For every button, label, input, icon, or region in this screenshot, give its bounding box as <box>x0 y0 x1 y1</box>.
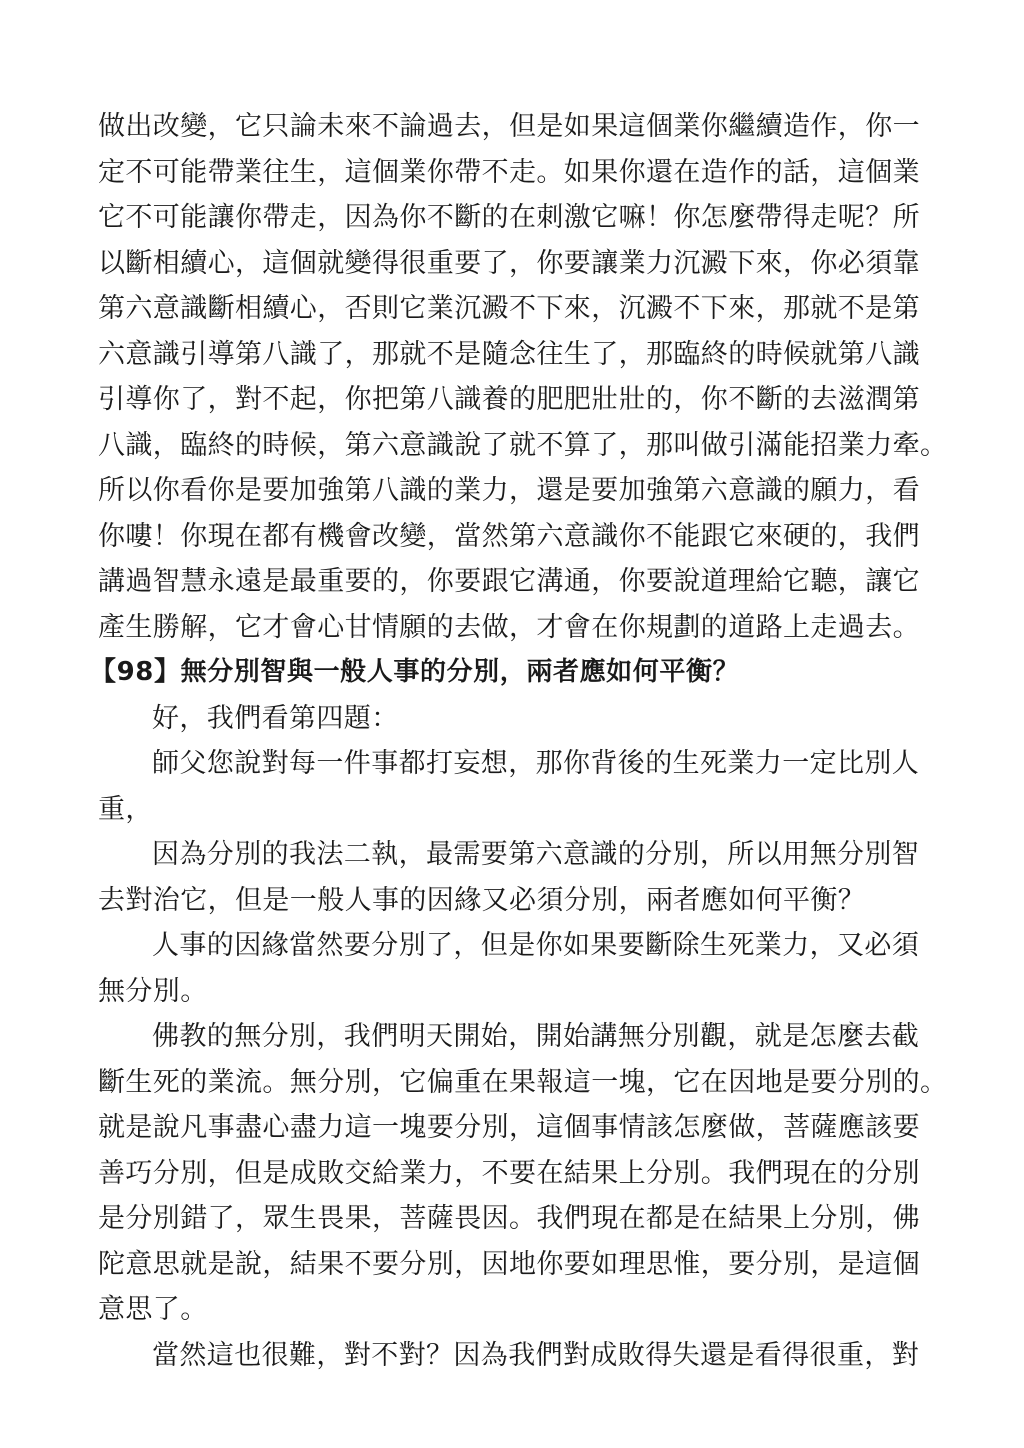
document-body <box>90 104 948 1378</box>
text-line: 無分別。 <box>98 975 208 1007</box>
text-line: 人事的因緣當然要分別了，但是你如果要斷除生死業力，又必須 <box>152 930 920 961</box>
text-line: 你嘍！你現在都有機會改變，當然第六意識你不能跟它來硬的，我們 <box>98 520 920 552</box>
text-line: 去對治它，但是一般人事的因緣又必須分別，兩者應如何平衡？ <box>98 884 866 916</box>
text-line: 所以你看你是要加強第八識的業力，還是要加強第六意識的願力，看 <box>98 475 920 506</box>
text-line: 產生勝解，它才會心甘情願的去做，才會在你規劃的道路上走過去。 <box>98 611 920 643</box>
text-line: 做出改變，它只論未來不論過去，但是如果這個業你繼續造作，你一 <box>98 111 920 142</box>
text-line: 斷生死的業流。無分別，它偏重在果報這一塊，它在因地是要分別的。 <box>98 1066 948 1098</box>
section-heading: 【98】無分別智與一般人事的分別，兩者應如何平衡？ <box>90 657 740 687</box>
text-line: 是分別錯了，眾生畏果，菩薩畏因。我們現在都是在結果上分別，佛 <box>98 1203 920 1234</box>
text-line: 就是說凡事盡心盡力這一塊要分別，這個事情該怎麼做，菩薩應該要 <box>98 1112 920 1143</box>
text-line: 八識，臨終的時候，第六意識說了就不算了，那叫做引滿能招業力牽。 <box>98 429 948 461</box>
text-line: 佛教的無分別，我們明天開始，開始講無分別觀，就是怎麼去截 <box>152 1021 920 1052</box>
text-line: 它不可能讓你帶走，因為你不斷的在刺激它嘛！你怎麼帶得走呢？所 <box>98 202 920 233</box>
text-line: 善巧分別，但是成敗交給業力，不要在結果上分別。我們現在的分別 <box>98 1157 920 1189</box>
text-line: 因為分別的我法二執，最需要第六意識的分別，所以用無分別智 <box>152 839 920 870</box>
text-line: 意思了。 <box>98 1294 208 1325</box>
text-line: 當然這也很難，對不對？因為我們對成敗得失還是看得很重，對 <box>152 1339 920 1371</box>
text-line: 六意識引導第八識了，那就不是隨念往生了，那臨終的時候就第八識 <box>98 338 920 370</box>
text-line: 引導你了，對不起，你把第八識養的肥肥壯壯的，你不斷的去滋潤第 <box>98 384 920 415</box>
text-line: 師父您說對每一件事都打妄想，那你背後的生死業力一定比別人 <box>152 748 920 779</box>
text-line: 重， <box>98 793 153 825</box>
text-line: 第六意識斷相續心，否則它業沉澱不下來，沉澱不下來，那就不是第 <box>98 293 920 324</box>
text-line: 講過智慧永遠是最重要的，你要跟它溝通，你要說道理給它聽，讓它 <box>98 566 920 597</box>
text-line: 以斷相續心，這個就變得很重要了，你要讓業力沉澱下來，你必須靠 <box>98 247 920 279</box>
text-line: 陀意思就是說，結果不要分別，因地你要如理思惟，要分別，是這個 <box>98 1248 920 1280</box>
text-line: 定不可能帶業往生，這個業你帶不走。如果你還在造作的話，這個業 <box>98 156 920 188</box>
text-line: 好，我們看第四題： <box>152 702 399 734</box>
